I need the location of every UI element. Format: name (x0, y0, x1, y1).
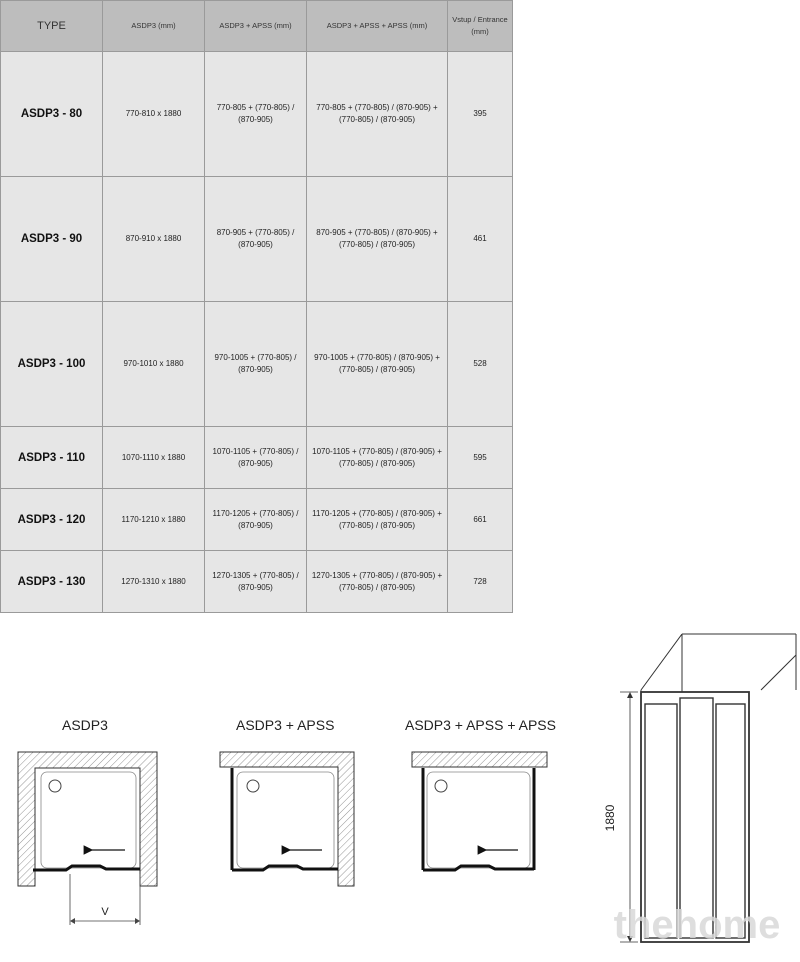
asdp3-cell: 1170-1210 x 1880 (103, 489, 205, 551)
drain-icon (49, 780, 61, 792)
asdp3-cell: 770-810 x 1880 (103, 52, 205, 177)
entrance-cell: 728 (448, 551, 513, 613)
plan-diagram-asdp3-apss (220, 752, 354, 886)
shower-tray (427, 772, 530, 868)
asdp3-cell: 1070-1110 x 1880 (103, 427, 205, 489)
col-header-asdp3: ASDP3 (mm) (103, 1, 205, 52)
asdp3-apss-cell: 870-905 + (770-805) / (870-905) (205, 177, 307, 302)
col-header-entrance: Vstup / Entrance (mm) (448, 1, 513, 52)
asdp3-apss-apss-cell: 1170-1205 + (770-805) / (870-905) + (770-805) / (870-905) (307, 489, 448, 551)
height-dim-label: 1880 (603, 804, 617, 832)
type-cell: ASDP3 - 120 (1, 489, 103, 551)
asdp3-cell: 870-910 x 1880 (103, 177, 205, 302)
asdp3-apss-cell: 970-1005 + (770-805) / (870-905) (205, 302, 307, 427)
type-cell: ASDP3 - 90 (1, 177, 103, 302)
asdp3-apss-apss-cell: 970-1005 + (770-805) / (870-905) + (770-805) / (870-905) (307, 302, 448, 427)
asdp3-apss-apss-cell: 770-805 + (770-805) / (870-905) + (770-805) / (870-905) (307, 52, 448, 177)
asdp3-cell: 1270-1310 x 1880 (103, 551, 205, 613)
drain-icon (435, 780, 447, 792)
plan-diagram-asdp3 (18, 752, 157, 925)
col-header-asdp3-apss-apss: ASDP3 + APSS + APSS (mm) (307, 1, 448, 52)
entrance-cell: 661 (448, 489, 513, 551)
plan-diagram-asdp3-apss-apss (412, 752, 547, 870)
entrance-cell: 395 (448, 52, 513, 177)
asdp3-apss-cell: 1170-1205 + (770-805) / (870-905) (205, 489, 307, 551)
col-header-asdp3-apss: ASDP3 + APSS (mm) (205, 1, 307, 52)
asdp3-apss-cell: 770-805 + (770-805) / (870-905) (205, 52, 307, 177)
shower-tray (41, 772, 136, 868)
shower-tray (237, 772, 334, 868)
diagram-caption-asdp3-apss: ASDP3 + APSS (236, 717, 335, 733)
diagram-caption-asdp3: ASDP3 (62, 717, 108, 733)
asdp3-apss-cell: 1270-1305 + (770-805) / (870-905) (205, 551, 307, 613)
watermark-logo: thehome (613, 903, 781, 947)
asdp3-cell: 970-1010 x 1880 (103, 302, 205, 427)
type-cell: ASDP3 - 80 (1, 52, 103, 177)
asdp3-apss-apss-cell: 870-905 + (770-805) / (870-905) + (770-805) / (870-905) (307, 177, 448, 302)
type-cell: ASDP3 - 130 (1, 551, 103, 613)
entrance-dim-label: V (101, 906, 109, 918)
asdp3-apss-apss-cell: 1070-1105 + (770-805) / (870-905) + (770-805) / (870-905) (307, 427, 448, 489)
asdp3-apss-apss-cell: 1270-1305 + (770-805) / (870-905) + (770-805) / (870-905) (307, 551, 448, 613)
entrance-cell: 595 (448, 427, 513, 489)
diagram-caption-asdp3-apss-apss: ASDP3 + APSS + APSS (405, 717, 556, 733)
door-perspective-drawing (620, 634, 796, 942)
asdp3-apss-cell: 1070-1105 + (770-805) / (870-905) (205, 427, 307, 489)
drain-icon (247, 780, 259, 792)
col-header-type: TYPE (1, 1, 103, 52)
type-cell: ASDP3 - 110 (1, 427, 103, 489)
entrance-cell: 528 (448, 302, 513, 427)
door-panel (680, 698, 713, 938)
type-cell: ASDP3 - 100 (1, 302, 103, 427)
entrance-cell: 461 (448, 177, 513, 302)
